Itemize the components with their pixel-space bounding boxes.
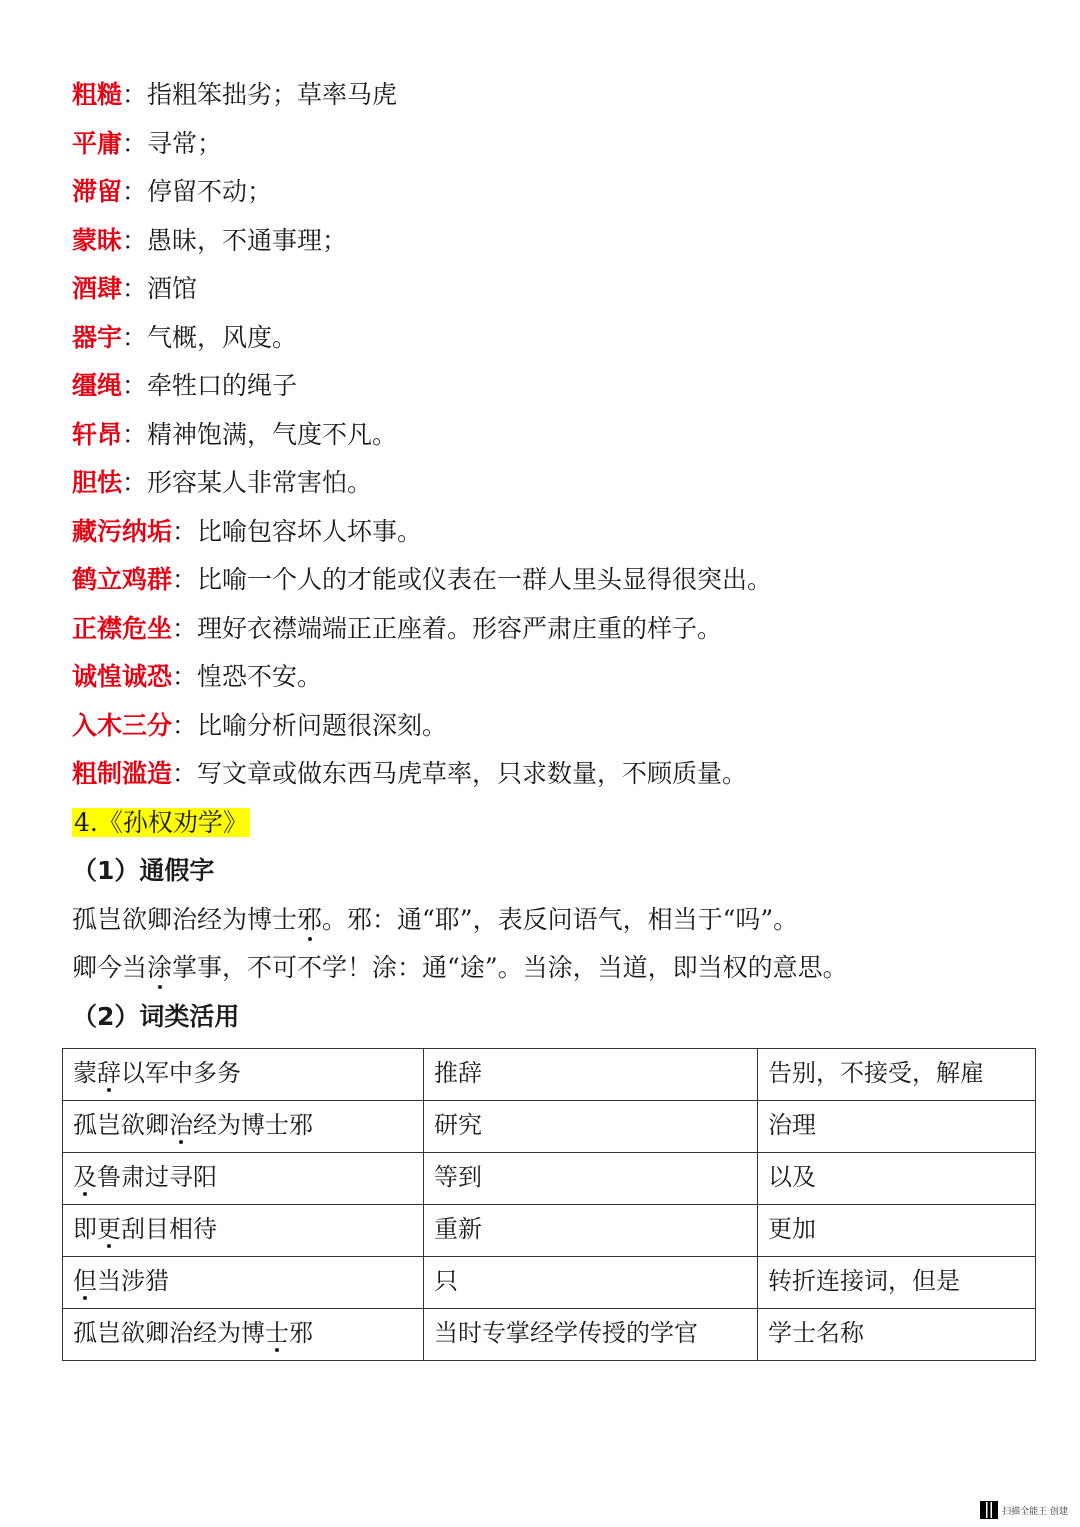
vocab-sep: ： (122, 177, 148, 206)
section-heading-row (72, 806, 250, 840)
vocab-item (72, 515, 422, 549)
table-cell-meaning-1: 等到 (424, 1153, 758, 1205)
vocab-sep: ： (122, 274, 148, 303)
cell-text: 当涉猎 (97, 1267, 169, 1295)
vocab-sep: ： (122, 371, 148, 400)
vocab-item (72, 78, 397, 112)
vocab-item (72, 612, 722, 646)
table-cell-sentence (63, 1205, 424, 1257)
vocab-item (72, 175, 272, 209)
table-cell-sentence (63, 1309, 424, 1361)
vocab-term: 粗制滥造 (72, 759, 173, 788)
vocab-term: 蒙昧 (72, 226, 123, 255)
vocab-definition: 停留不动； (147, 177, 273, 206)
table-row (63, 1205, 1036, 1257)
vocab-item (72, 757, 747, 791)
vocab-sep: ： (172, 662, 198, 691)
subheading-tongjia (72, 854, 214, 888)
tongjia-line (72, 903, 798, 937)
vocab-term: 器宇 (72, 323, 123, 352)
emphasis-char: 治 (169, 1105, 193, 1140)
cell-text: 孤岂欲卿 (73, 1111, 169, 1139)
vocab-term: 粗糙 (72, 80, 123, 109)
table-cell-meaning-1: 只 (424, 1257, 758, 1309)
emphasis-char: 但 (73, 1261, 97, 1296)
cell-text: 刮目相待 (121, 1215, 217, 1243)
vocab-definition: 愚昧，不通事理； (147, 226, 348, 255)
table-row (63, 1101, 1036, 1153)
vocab-sep: ： (122, 323, 148, 352)
subheading-huoyong (72, 1000, 239, 1034)
emphasis-char: 辞 (97, 1053, 121, 1088)
table-cell-meaning-1: 当时专掌经学传授的学官 (424, 1309, 758, 1361)
vocab-sep: ： (122, 129, 148, 158)
vocab-item (72, 709, 447, 743)
vocab-term: 诚惶诚恐 (72, 662, 173, 691)
table-row (63, 1257, 1036, 1309)
cell-text: 孤岂欲卿治经为博 (73, 1319, 265, 1347)
vocab-item (72, 466, 372, 500)
vocab-definition: 气概，风度。 (147, 323, 298, 352)
vocab-definition: 惶恐不安。 (197, 662, 323, 691)
vocab-term: 鹤立鸡群 (72, 565, 173, 594)
table-cell-meaning-1: 重新 (424, 1205, 758, 1257)
subheading-text: （2）词类活用 (72, 1002, 240, 1031)
vocab-definition: 比喻一个人的才能或仪表在一群人里头显得很突出。 (197, 565, 773, 594)
table-cell-meaning-2: 告别，不接受，解雇 (758, 1049, 1036, 1101)
vocab-term: 藏污纳垢 (72, 517, 173, 546)
table-cell-meaning-2: 以及 (758, 1153, 1036, 1205)
vocab-item (72, 418, 397, 452)
table-cell-sentence (63, 1049, 424, 1101)
cell-text: 以军中多务 (121, 1059, 241, 1087)
vocab-definition: 写文章或做东西马虎草率，只求数量，不顾质量。 (197, 759, 748, 788)
vocab-item (72, 272, 197, 306)
table-cell-meaning-1: 研究 (424, 1101, 758, 1153)
vocab-item (72, 224, 347, 258)
table-cell-sentence (63, 1101, 424, 1153)
emphasis-char: 士 (265, 1313, 289, 1348)
vocab-sep: ： (122, 468, 148, 497)
scanner-watermark (980, 1501, 1068, 1519)
vocab-definition: 酒馆 (147, 274, 198, 303)
watermark-text: 扫描全能王 创建 (1002, 1506, 1068, 1517)
vocab-term: 缰绳 (72, 371, 123, 400)
vocab-term: 酒肆 (72, 274, 123, 303)
vocab-item (72, 127, 222, 161)
vocab-sep: ： (172, 759, 198, 788)
vocab-item (72, 563, 772, 597)
table-cell-sentence (63, 1153, 424, 1205)
vocab-definition: 比喻包容坏人坏事。 (197, 517, 423, 546)
table-row (63, 1153, 1036, 1205)
tongjia-text: 孤岂欲卿治经为博士 (72, 905, 298, 934)
vocab-definition: 理好衣襟端端正正座着。形容严肃庄重的样子。 (197, 614, 723, 643)
vocab-term: 滞留 (72, 177, 123, 206)
vocab-sep: ： (172, 711, 198, 740)
cell-text: 蒙 (73, 1059, 97, 1087)
vocab-item (72, 369, 297, 403)
cell-text: 邪 (289, 1319, 313, 1347)
vocab-item (72, 321, 297, 355)
tongjia-line (72, 951, 848, 985)
word-usage-table (62, 1048, 1036, 1361)
emphasis-char: 邪 (297, 903, 322, 937)
vocab-definition: 形容某人非常害怕。 (147, 468, 373, 497)
emphasis-char: 及 (73, 1157, 97, 1192)
table-cell-meaning-2: 治理 (758, 1101, 1036, 1153)
table-cell-meaning-2: 转折连接词，但是 (758, 1257, 1036, 1309)
table-row (63, 1049, 1036, 1101)
tongjia-text: 。邪：通“耶”，表反问语气，相当于“吗”。 (322, 905, 799, 934)
tongjia-text: 掌事，不可不学！涂：通“途”。当涂，当道，即当权的意思。 (172, 953, 848, 982)
vocab-term: 胆怯 (72, 468, 123, 497)
vocab-definition: 精神饱满，气度不凡。 (147, 420, 398, 449)
subheading-text: （1）通假字 (72, 856, 215, 885)
table-cell-sentence (63, 1257, 424, 1309)
cell-text: 鲁肃过寻阳 (97, 1163, 217, 1191)
tongjia-text: 卿今当 (72, 953, 148, 982)
cell-text: 经为博士邪 (193, 1111, 313, 1139)
emphasis-char: 更 (97, 1209, 121, 1244)
table-cell-meaning-2: 学士名称 (758, 1309, 1036, 1361)
vocab-definition: 比喻分析问题很深刻。 (197, 711, 448, 740)
table-cell-meaning-2: 更加 (758, 1205, 1036, 1257)
vocab-term: 入木三分 (72, 711, 173, 740)
section-title: 4.《孙权劝学》 (74, 808, 248, 837)
vocab-term: 正襟危坐 (72, 614, 173, 643)
vocab-sep: ： (122, 420, 148, 449)
vocab-term: 平庸 (72, 129, 123, 158)
cell-text: 即 (73, 1215, 97, 1243)
vocab-definition: 寻常； (147, 129, 223, 158)
vocab-sep: ： (122, 226, 148, 255)
emphasis-char: 涂 (147, 951, 172, 985)
vocab-sep: ： (122, 80, 148, 109)
vocab-sep: ： (172, 517, 198, 546)
vocab-sep: ： (172, 565, 198, 594)
qr-code-icon (980, 1501, 998, 1519)
table-row (63, 1309, 1036, 1361)
vocab-sep: ： (172, 614, 198, 643)
table-cell-meaning-1: 推辞 (424, 1049, 758, 1101)
vocab-definition: 指粗笨拙劣；草率马虎 (147, 80, 398, 109)
vocab-term: 轩昂 (72, 420, 123, 449)
vocab-item (72, 660, 322, 694)
vocab-definition: 牵牲口的绳子 (147, 371, 298, 400)
